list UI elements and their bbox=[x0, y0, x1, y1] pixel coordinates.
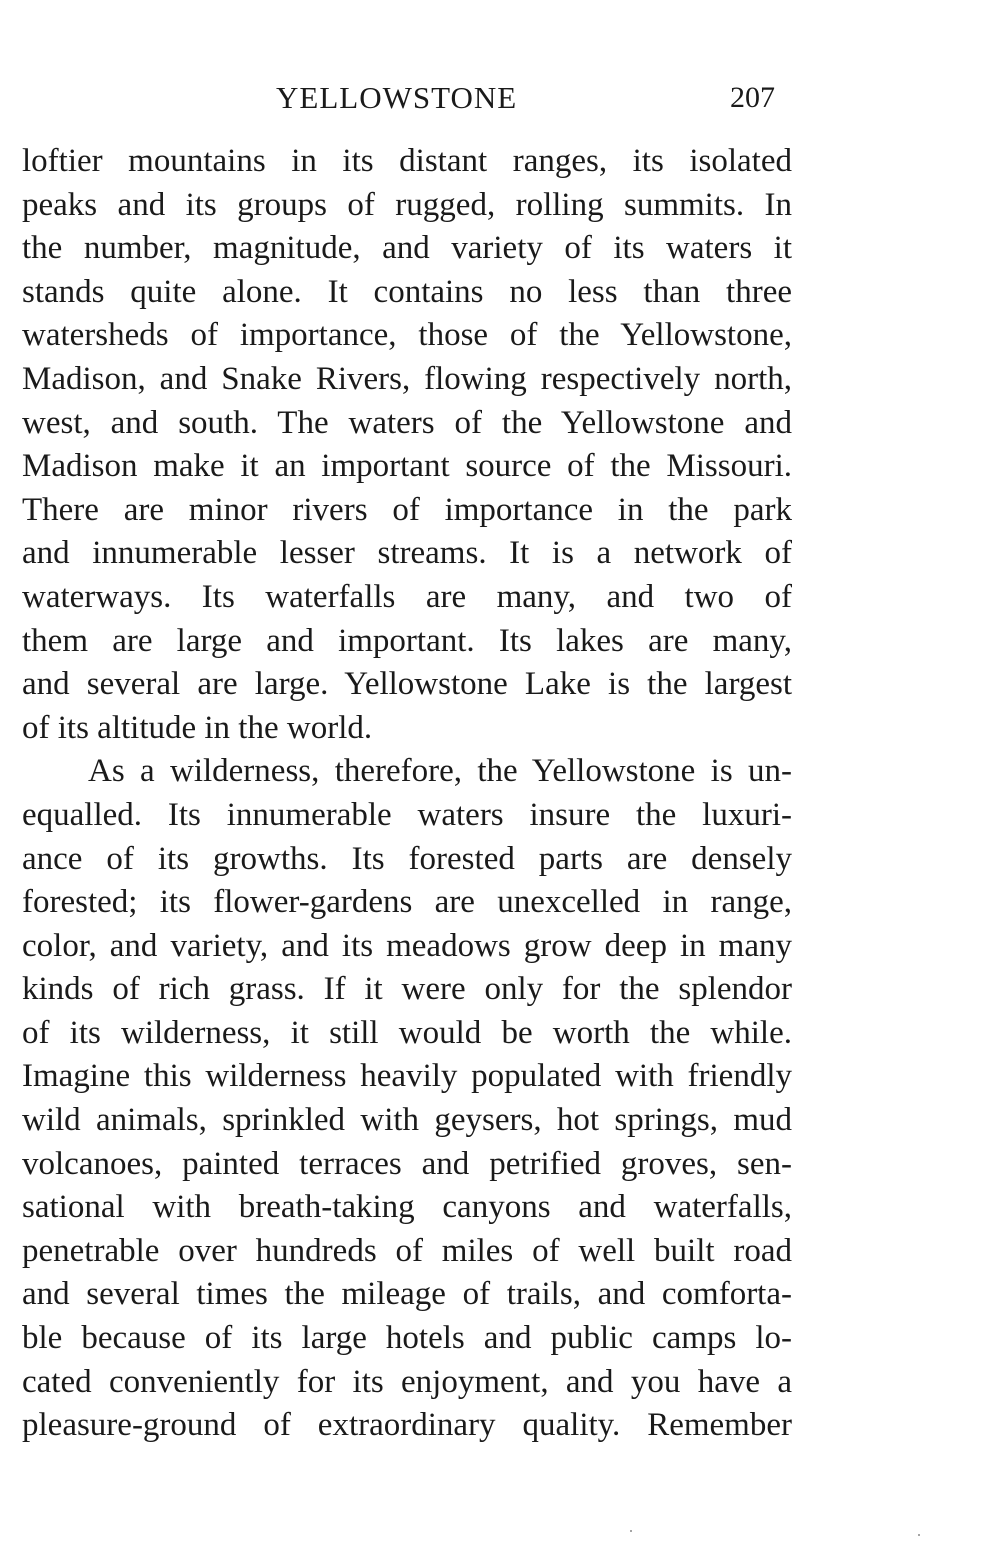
text-line: and innumerable lesser streams. It is a network of bbox=[22, 535, 792, 572]
text-line: the number, magnitude, and variety of its waters it bbox=[22, 230, 792, 267]
page-number: 207 bbox=[730, 81, 775, 114]
text-line: loftier mountains in its distant ranges, its isolated bbox=[22, 143, 792, 179]
text-line: ble because of its large hotels and public camps lo- bbox=[22, 1320, 792, 1357]
text-line: Madison, and Snake Rivers, flowing respectively north, bbox=[22, 360, 792, 397]
text-line: peaks and its groups of rugged, rolling summits. In bbox=[22, 186, 792, 223]
text-line: them are large and important. Its lakes are many, bbox=[22, 622, 792, 659]
text-line: As a wilderness, therefore, the Yellowstone is un- bbox=[88, 753, 792, 790]
text-line: color, and variety, and its meadows grow deep in many bbox=[22, 927, 792, 964]
text-line: and several times the mileage of trails, and comforta- bbox=[22, 1276, 792, 1313]
text-line: stands quite alone. It contains no less than three bbox=[22, 273, 792, 310]
text-line: forested; its flower-gardens are unexcelled in range, bbox=[22, 884, 792, 921]
text-line: Imagine this wilderness heavily populated with friendly bbox=[22, 1058, 792, 1095]
text-line: west, and south. The waters of the Yellowstone and bbox=[22, 404, 792, 441]
paragraph-1 bbox=[22, 140, 792, 750]
text-line: equalled. Its innumerable waters insure the luxuri- bbox=[22, 796, 792, 833]
text-line: There are minor rivers of importance in the park bbox=[22, 491, 792, 528]
text-line: wild animals, sprinkled with geysers, hot springs, mud bbox=[22, 1102, 792, 1139]
text-line: cated conveniently for its enjoyment, and you have a bbox=[22, 1363, 792, 1400]
text-line: sational with breath-taking canyons and waterfalls, bbox=[22, 1189, 792, 1226]
text-line: kinds of rich grass. If it were only for the splendor bbox=[22, 971, 792, 1008]
running-head bbox=[0, 78, 1000, 118]
text-line: pleasure-ground of extraordinary quality. Remember bbox=[22, 1407, 792, 1444]
body-text bbox=[22, 140, 792, 1448]
text-line: Madison make it an important source of the Missouri. bbox=[22, 448, 792, 485]
text-line: waterways. Its waterfalls are many, and two of bbox=[22, 578, 792, 615]
text-line: watersheds of importance, those of the Yellowstone, bbox=[22, 317, 792, 354]
running-title: YELLOWSTONE bbox=[276, 80, 518, 115]
text-line: of its altitude in the world. bbox=[22, 709, 373, 746]
scan-speck bbox=[918, 1534, 920, 1536]
text-line: ance of its growths. Its forested parts are densely bbox=[22, 840, 792, 877]
text-line: and several are large. Yellowstone Lake is the largest bbox=[22, 666, 792, 703]
scan-speck bbox=[630, 1530, 632, 1532]
paragraph-2 bbox=[22, 750, 792, 1448]
text-line: volcanoes, painted terraces and petrified groves, sen- bbox=[22, 1145, 792, 1182]
text-line: of its wilderness, it still would be worth the while. bbox=[22, 1014, 792, 1051]
text-line: penetrable over hundreds of miles of well built road bbox=[22, 1232, 792, 1269]
